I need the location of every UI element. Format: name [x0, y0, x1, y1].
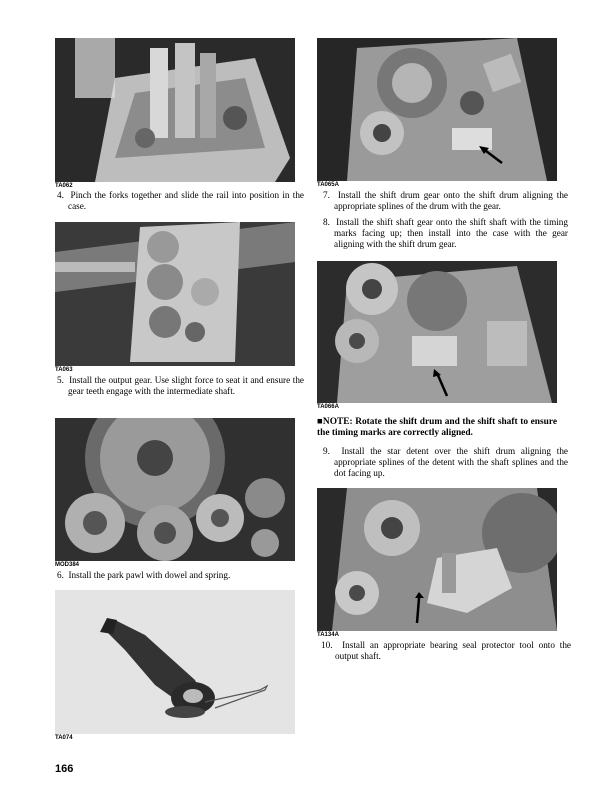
step-text: Install the shift drum gear onto the shift drum aligning the appropriate splines of the drum with the gear. [334, 190, 568, 211]
step-4 [57, 190, 304, 212]
step-number: 9. [323, 446, 330, 456]
photo-mod384 [55, 418, 295, 561]
figure-label-ta134a: TA134A [317, 632, 339, 638]
photo-ta074 [55, 590, 295, 734]
step-number: 8. [323, 217, 330, 227]
note [317, 417, 557, 439]
photo-ta062 [55, 38, 295, 182]
page-number: 166 [55, 763, 74, 775]
photo-ta066a [317, 261, 557, 403]
step-text: Install an appropriate bearing seal protector tool onto the output shaft. [335, 640, 571, 661]
step-5 [57, 375, 304, 397]
note-text: NOTE: Rotate the shift drum and the shift shaft to ensure the timing marks are correctly aligned. [317, 417, 557, 438]
step-number: 7. [323, 190, 330, 200]
figure-label-ta065a: TA065A [317, 182, 339, 188]
step-text: Pinch the forks together and slide the rail into position in the case. [68, 190, 304, 211]
figure-label-ta074: TA074 [55, 735, 73, 741]
step-text: Install the shift shaft gear onto the shift shaft with the timing marks facing up; then install into the case with the gear aligning with the shift drum gear. [334, 217, 568, 249]
photo-ta134a [317, 488, 557, 631]
step-number: 5. [57, 375, 64, 385]
step-7 [323, 190, 568, 212]
figure-label-ta063: TA063 [55, 367, 73, 373]
step-9 [323, 446, 568, 479]
photo-ta063 [55, 222, 295, 366]
note-marker: ■ [317, 417, 323, 427]
figure-label-mod384: MOD384 [55, 562, 80, 568]
step-10 [321, 640, 571, 662]
step-text: Install the output gear. Use slight force to seat it and ensure the gear teeth engage with the intermediate shaft. [68, 375, 304, 396]
step-number: 4. [57, 190, 64, 200]
step-8 [323, 217, 568, 250]
photo-ta065a [317, 38, 557, 181]
step-6 [57, 570, 304, 581]
step-number: 10. [321, 640, 333, 650]
step-text: Install the park pawl with dowel and spring. [68, 570, 231, 580]
figure-label-ta062: TA062 [55, 183, 73, 189]
figure-label-ta066a: TA066A [317, 404, 339, 410]
step-text: Install the star detent over the shift drum aligning the appropriate splines of the detent with the shaft splines and the dot facing up. [334, 446, 568, 478]
step-number: 6. [57, 570, 64, 580]
